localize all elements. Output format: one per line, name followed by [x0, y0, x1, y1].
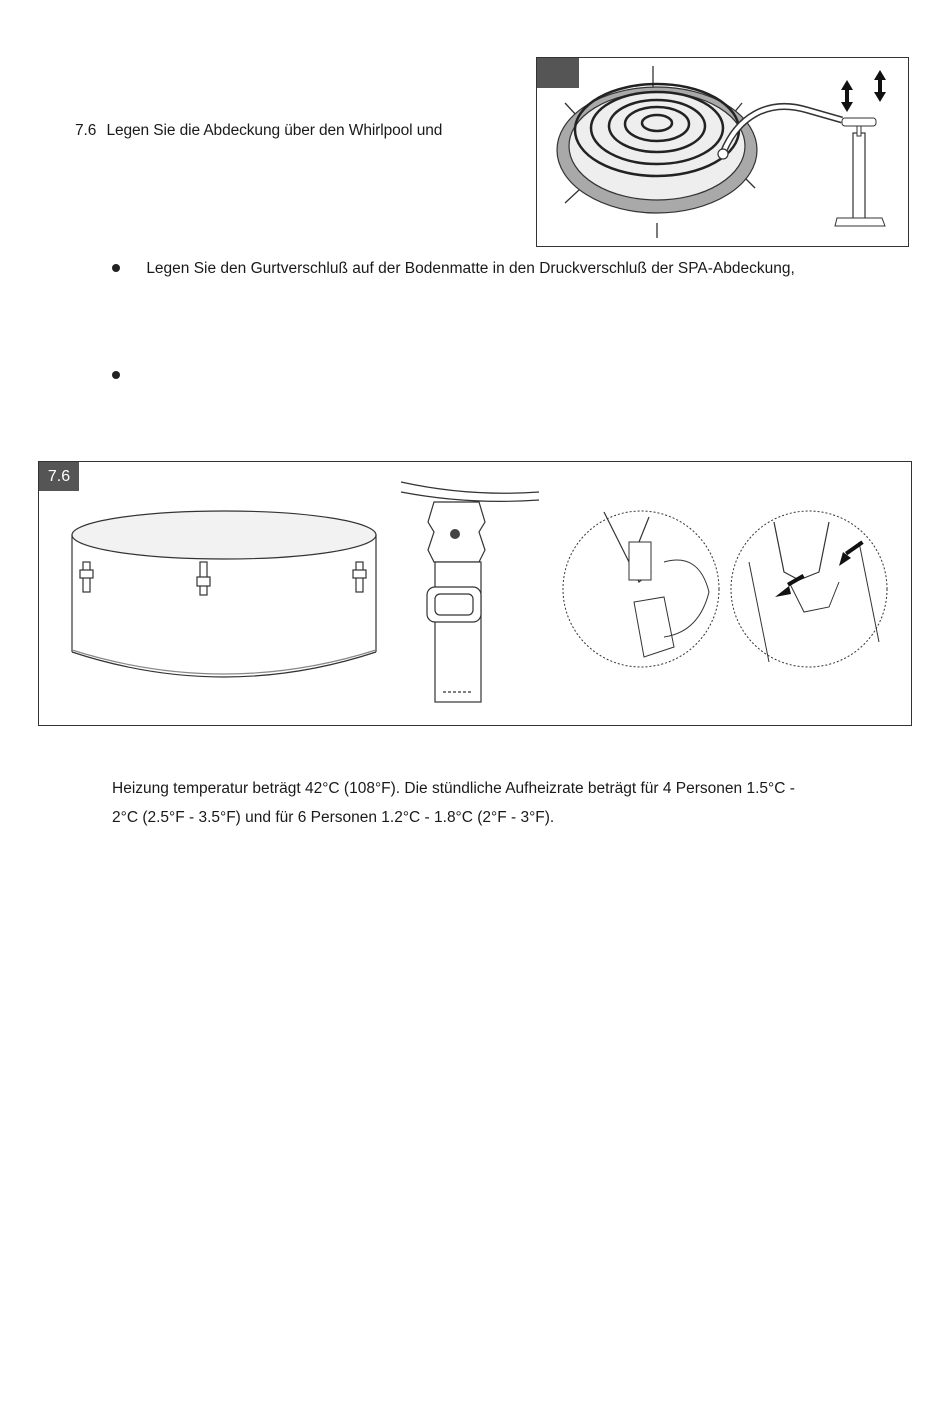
step-number: 7.6: [75, 122, 97, 139]
bullet-text: Legen Sie den Gurtverschluß auf der Bodenmatte in den Druckverschluß der SPA-Abdeckung,: [146, 260, 795, 277]
figure-label: 7.6: [39, 462, 79, 491]
cover-pump-drawing: [537, 58, 910, 248]
bullet-dot-icon: [112, 371, 120, 379]
paragraph-line: 2°C (2.5°F - 3.5°F) und für 6 Personen 1.2°C - 1.8°C (2°F - 3°F).: [112, 809, 555, 826]
heating-paragraph: [112, 774, 912, 832]
bullet-item: [112, 260, 795, 278]
step-heading: [75, 122, 442, 140]
bullet-dot-icon: [112, 264, 120, 272]
step-heading-text: Legen Sie die Abdeckung über den Whirlpool und: [106, 122, 443, 139]
bullet-item: [112, 367, 142, 385]
paragraph-line: Heizung temperatur beträgt 42°C (108°F). Die stündliche Aufheizrate beträgt für 4 Personen 1.5°C -: [112, 780, 795, 797]
figure-7-6: [38, 461, 912, 726]
cover-inflation-illustration: [536, 57, 909, 247]
cover-strap-drawing: [39, 462, 913, 727]
